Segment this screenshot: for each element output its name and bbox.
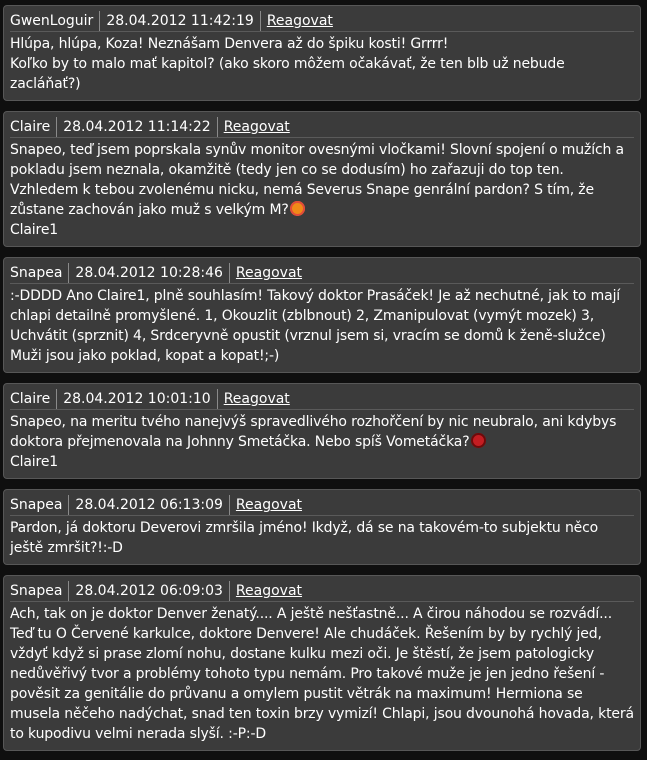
comment-item <box>3 489 641 565</box>
reply-link[interactable]: Reagovat <box>235 265 303 281</box>
comment-line <box>10 412 634 452</box>
devil-emoji-icon <box>471 433 486 448</box>
reply-link[interactable]: Reagovat <box>223 119 290 135</box>
reply-link[interactable]: Reagovat <box>235 583 303 599</box>
comment-body <box>10 34 634 94</box>
smiling-emoji-icon <box>290 201 305 216</box>
comment-item <box>3 111 641 247</box>
comment-meta <box>10 495 634 516</box>
comment-date: 28.04.2012 11:42:19 <box>100 11 261 31</box>
comment-date: 28.04.2012 10:01:10 <box>57 389 218 409</box>
reply-link[interactable]: Reagovat <box>266 13 333 29</box>
comment-body <box>10 286 634 366</box>
comment-author: Claire <box>10 389 57 409</box>
comment-date: 28.04.2012 11:14:22 <box>57 117 218 137</box>
comment-body <box>10 412 634 472</box>
comment-date: 28.04.2012 06:13:09 <box>69 495 230 515</box>
comment-author: Snapea <box>10 263 69 283</box>
comment-line: Snapeo, teď jsem poprskala synův monitor ovesnými vločkami! Slovní spojení o mužích a pokladu jsem neznala, okamžitě (tedy jen co se dodusím) ho zařazuji do top ten. <box>10 142 629 178</box>
comment-line: :-DDDD Ano Claire1, plně souhlasím! Takový doktor Prasáček! Je až nechutné, jak to mají chlapi detailně promyšlené. 1, Okouzlit (zblbnout) 2, Zmanipulovat (vymýt mozek) 3, Uchvátit (sprznit) 4, Srdceryvně opustit (vrznul jsem si, vracím se domů k ženě-služce) Muži jsou jako poklad, kopat a kopat!;-) <box>10 288 625 364</box>
reply-link[interactable]: Reagovat <box>223 391 290 407</box>
comment-text: Snapeo, na meritu tvého nanejvýš spravedlivého rozhořčení by nic neubralo, ani kdybys doktora přejmenovala na Johnny Smetáčka. Nebo spíš Vometáčka? <box>10 414 621 450</box>
comment-line: Pardon, já doktoru Deverovi zmršila jméno! Ikdyž, dá se na takovém-to subjektu něco ještě zmršit?!:-D <box>10 520 603 556</box>
comment-line: Ach, tak on je doktor Denver ženatý.... A ještě nešťastně... A čirou náhodou se rozvádí... Teď tu O Červené karkulce, doktore Denvere! Ale chudáček. Řešením by by rychlý jed, vždyť když si prase zlomí nohu, dostane kulku mezi oči. Je štěstí, že jsem patologicky nedůvěřivý tvor a problémy tohoto typu nemám. Pro takové muže je jen jedno řešení - pověsit za genitálie do průvanu a omylem pustit větrák na maximum! Hermiona se musela něčeho nadýchat, snad ten toxin brzy vymizí! Chlapi, jsou dvounohá hovada, která to kupodivu velmi nerada slyší. :-P:-D <box>10 606 639 742</box>
comment-signature: Claire1 <box>10 222 59 238</box>
comment-meta <box>10 11 634 32</box>
comment-line <box>10 180 634 220</box>
comment-body <box>10 140 634 240</box>
comment-author: Snapea <box>10 581 69 601</box>
comment-date: 28.04.2012 06:09:03 <box>69 581 230 601</box>
comment-item <box>3 383 641 479</box>
comment-meta <box>10 117 634 138</box>
comment-meta <box>10 389 634 410</box>
comment-author: Claire <box>10 117 57 137</box>
reply-link[interactable]: Reagovat <box>235 497 303 513</box>
comment-signature: Claire1 <box>10 454 59 470</box>
comment-item <box>3 575 641 751</box>
comment-meta <box>10 263 634 284</box>
comment-item <box>3 5 641 101</box>
comment-meta <box>10 581 634 602</box>
comment-item <box>3 257 641 373</box>
comment-author: Snapea <box>10 495 69 515</box>
comment-author: GwenLoguir <box>10 11 100 31</box>
comment-line: Koľko by to malo mať kapitol? (ako skoro môžem očakávať, že ten blb už nebude zacláňať?) <box>10 56 569 92</box>
comment-date: 28.04.2012 10:28:46 <box>69 263 230 283</box>
comment-body <box>10 518 634 558</box>
comment-body <box>10 604 639 744</box>
comment-line: Hlúpa, hlúpa, Koza! Neznášam Denvera až do špiku kosti! Grrrr! <box>10 36 449 52</box>
comment-text: Vzhledem k tebou zvolenému nicku, nemá Severus Snape genrální pardon? S tím, že zůstane zachován jako muž s velkým M? <box>10 182 599 218</box>
